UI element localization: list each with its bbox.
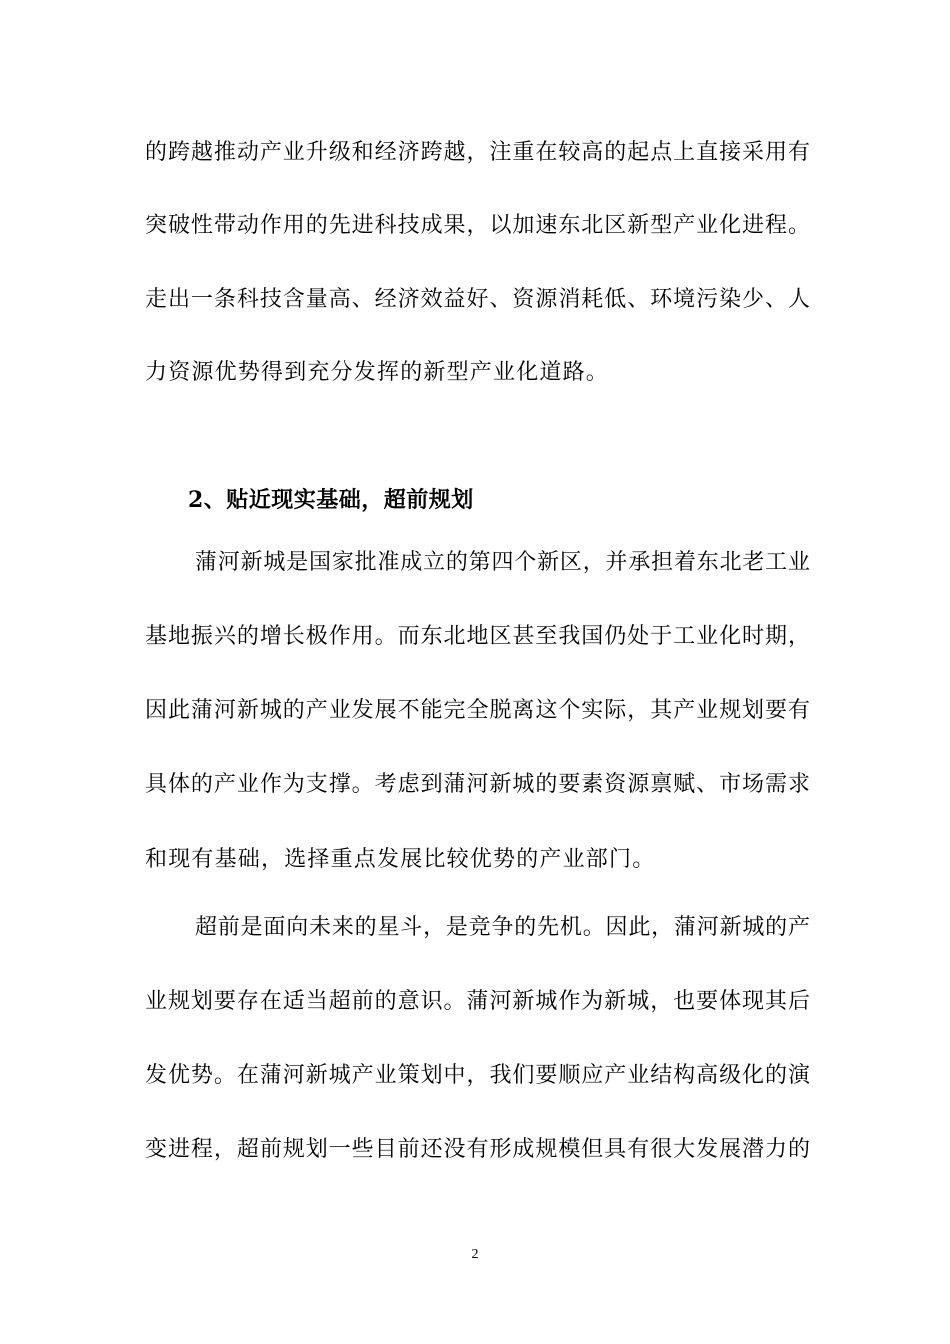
text-line: 力资源优势得到充分发挥的新型产业化道路。 [145,360,610,385]
text-line: 的跨越推动产业升级和经济跨越，注重在较高的起点上直接采用有 [145,140,810,165]
text-line: 基地振兴的增长极作用。而东北地区甚至我国仍处于工业化时期， [145,624,810,649]
text-line: 走出一条科技含量高、经济效益好、资源消耗低、环境污染少、人 [145,287,810,312]
text-line: 蒲河新城是国家批准成立的第四个新区，并承担着东北老工业 [195,550,810,575]
text-line: 因此蒲河新城的产业发展不能完全脱离这个实际，其产业规划要有 [145,698,810,723]
text-line: 具体的产业作为支撑。考虑到蒲河新城的要素资源禀赋、市场需求 [145,772,810,797]
section-heading: 2、贴近现实基础，超前规划 [188,487,474,513]
text-line: 业规划要存在适当超前的意识。蒲河新城作为新城，也要体现其后 [145,989,810,1014]
text-line: 突破性带动作用的先进科技成果，以加速东北区新型产业化进程。 [145,213,810,238]
text-line: 超前是面向未来的星斗，是竞争的先机。因此，蒲河新城的产 [195,915,810,940]
text-line: 发优势。在蒲河新城产业策划中，我们要顺应产业结构高级化的演 [145,1063,810,1088]
page-number: 2 [471,1247,479,1262]
text-line: 变进程，超前规划一些目前还没有形成规模但具有很大发展潜力的 [145,1137,810,1162]
text-line: 和现有基础，选择重点发展比较优势的产业部门。 [145,847,656,872]
